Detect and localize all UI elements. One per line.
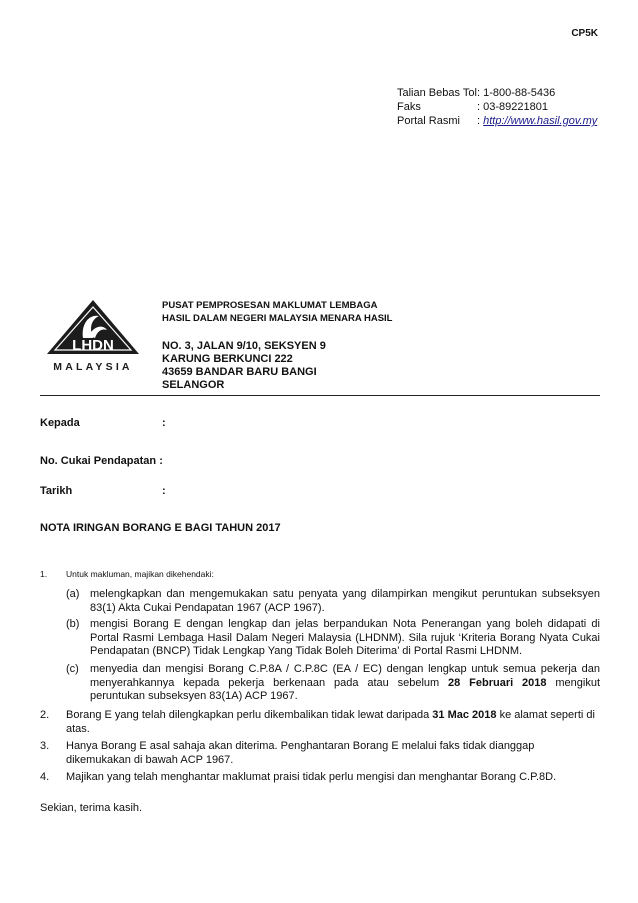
- para-4-text: Majikan yang telah menghantar maklumat praisi tidak perlu mengisi dan menghantar Borang C.P.8D.: [66, 771, 557, 783]
- closing-text: Sekian, terima kasih.: [40, 802, 143, 814]
- para-1c-deadline: 28 Februari 2018: [448, 676, 547, 689]
- form-code: CP5K: [571, 28, 598, 39]
- faks-label: Faks: [397, 101, 421, 113]
- para-3: [40, 740, 600, 767]
- tol-value: : 1-800-88-5436: [477, 87, 556, 99]
- contact-portal-row: [397, 114, 597, 128]
- para-3-text: Hanya Borang E asal sahaja akan diterima. Penghantaran Borang E melalui faks tidak dianggap dikemukakan di bawah ACP 1967.: [66, 740, 535, 766]
- contact-block: [397, 86, 597, 128]
- para-4: [40, 771, 600, 785]
- para-1a-marker: (a): [66, 588, 80, 600]
- para-1a: [66, 588, 600, 615]
- cukai-label: No. Cukai Pendapatan :: [40, 455, 163, 467]
- para-1a-text: melengkapkan dan mengemukakan satu penyata yang dilampirkan mengikut peruntukan subseksyen 83(1) Akta Cukai Pendapatan 1967 (ACP 1967).: [90, 588, 600, 614]
- para-3-number: 3.: [40, 740, 50, 752]
- portal-label: Portal Rasmi: [397, 115, 460, 127]
- address-header: [162, 299, 392, 325]
- contact-faks-row: [397, 100, 597, 114]
- address-line-6: SELANGOR: [162, 379, 225, 391]
- logo-letters: LHDN: [72, 337, 114, 354]
- contact-tol-row: [397, 86, 597, 100]
- logo-country: MALAYSIA: [53, 361, 133, 373]
- address-line-4: KARUNG BERKUNCI 222: [162, 353, 293, 365]
- para-1-text: Untuk makluman, majikan dikehendaki:: [66, 569, 214, 579]
- para-1b-marker: (b): [66, 618, 80, 630]
- cukai-field: [40, 455, 163, 467]
- tol-label: Talian Bebas Tol: [397, 87, 477, 99]
- para-1c-text-1: menyedia dan mengisi Borang C.P.8A / C.P.8C (EA / EC) dengan lengkap untuk semua pekerja dan menyerahkannya kepada pekerja berkenaan pada atau sebelum: [90, 663, 600, 689]
- portal-sep: :: [477, 115, 484, 127]
- para-1-number: 1.: [40, 569, 48, 579]
- kepada-colon: :: [162, 417, 166, 429]
- address-line-2: HASIL DALAM NEGERI MALAYSIA MENARA HASIL: [162, 313, 393, 324]
- kepada-field: [40, 417, 166, 429]
- para-1c: [66, 663, 600, 704]
- tarikh-field: [40, 485, 166, 497]
- para-1c-body: [90, 663, 600, 704]
- faks-value: : 03-89221801: [477, 101, 548, 113]
- para-2: [40, 709, 600, 736]
- para-2-body: [66, 709, 600, 736]
- tarikh-label: Tarikh: [40, 485, 73, 497]
- para-2-text-2: ke alamat seperti di atas.: [66, 709, 595, 735]
- para-4-number: 4.: [40, 771, 50, 783]
- address-line-3: NO. 3, JALAN 9/10, SEKSYEN 9: [162, 340, 326, 352]
- para-1c-text-2: mengikut peruntukan subseksyen 83(1A) ACP 1967.: [90, 676, 600, 702]
- para-1c-marker: (c): [66, 663, 79, 675]
- kepada-label: Kepada: [40, 417, 80, 429]
- lhdn-logo: [43, 298, 143, 376]
- address-body: [162, 340, 326, 392]
- para-1b-text: mengisi Borang E dengan lengkap dan jelas berpandukan Nota Penerangan yang boleh didapati di Portal Rasmi Lembaga Hasil Dalam Negeri Malaysia (LHDNM). Sila rujuk ‘Kriteria Borang Nyata Cukai Pendapatan (BNCP) Tidak Lengkap Yang Tidak Boleh Diterima’ di Portal Rasmi LHDNM.: [90, 618, 600, 657]
- para-2-text-1: Borang E yang telah dilengkapkan perlu dikembalikan tidak lewat daripada: [66, 709, 433, 721]
- tarikh-colon: :: [162, 485, 166, 497]
- portal-link[interactable]: http://www.hasil.gov.my: [483, 115, 598, 127]
- address-line-5: 43659 BANDAR BARU BANGI: [162, 366, 317, 378]
- header-divider: [40, 395, 600, 396]
- para-1-intro: [40, 569, 214, 579]
- para-2-deadline: 31 Mac 2018: [432, 709, 497, 721]
- address-line-1: PUSAT PEMPROSESAN MAKLUMAT LEMBAGA: [162, 300, 378, 311]
- para-1b: [66, 618, 600, 659]
- document-title: NOTA IRINGAN BORANG E BAGI TAHUN 2017: [40, 522, 281, 534]
- para-2-number: 2.: [40, 709, 50, 721]
- portal-value: [477, 114, 597, 128]
